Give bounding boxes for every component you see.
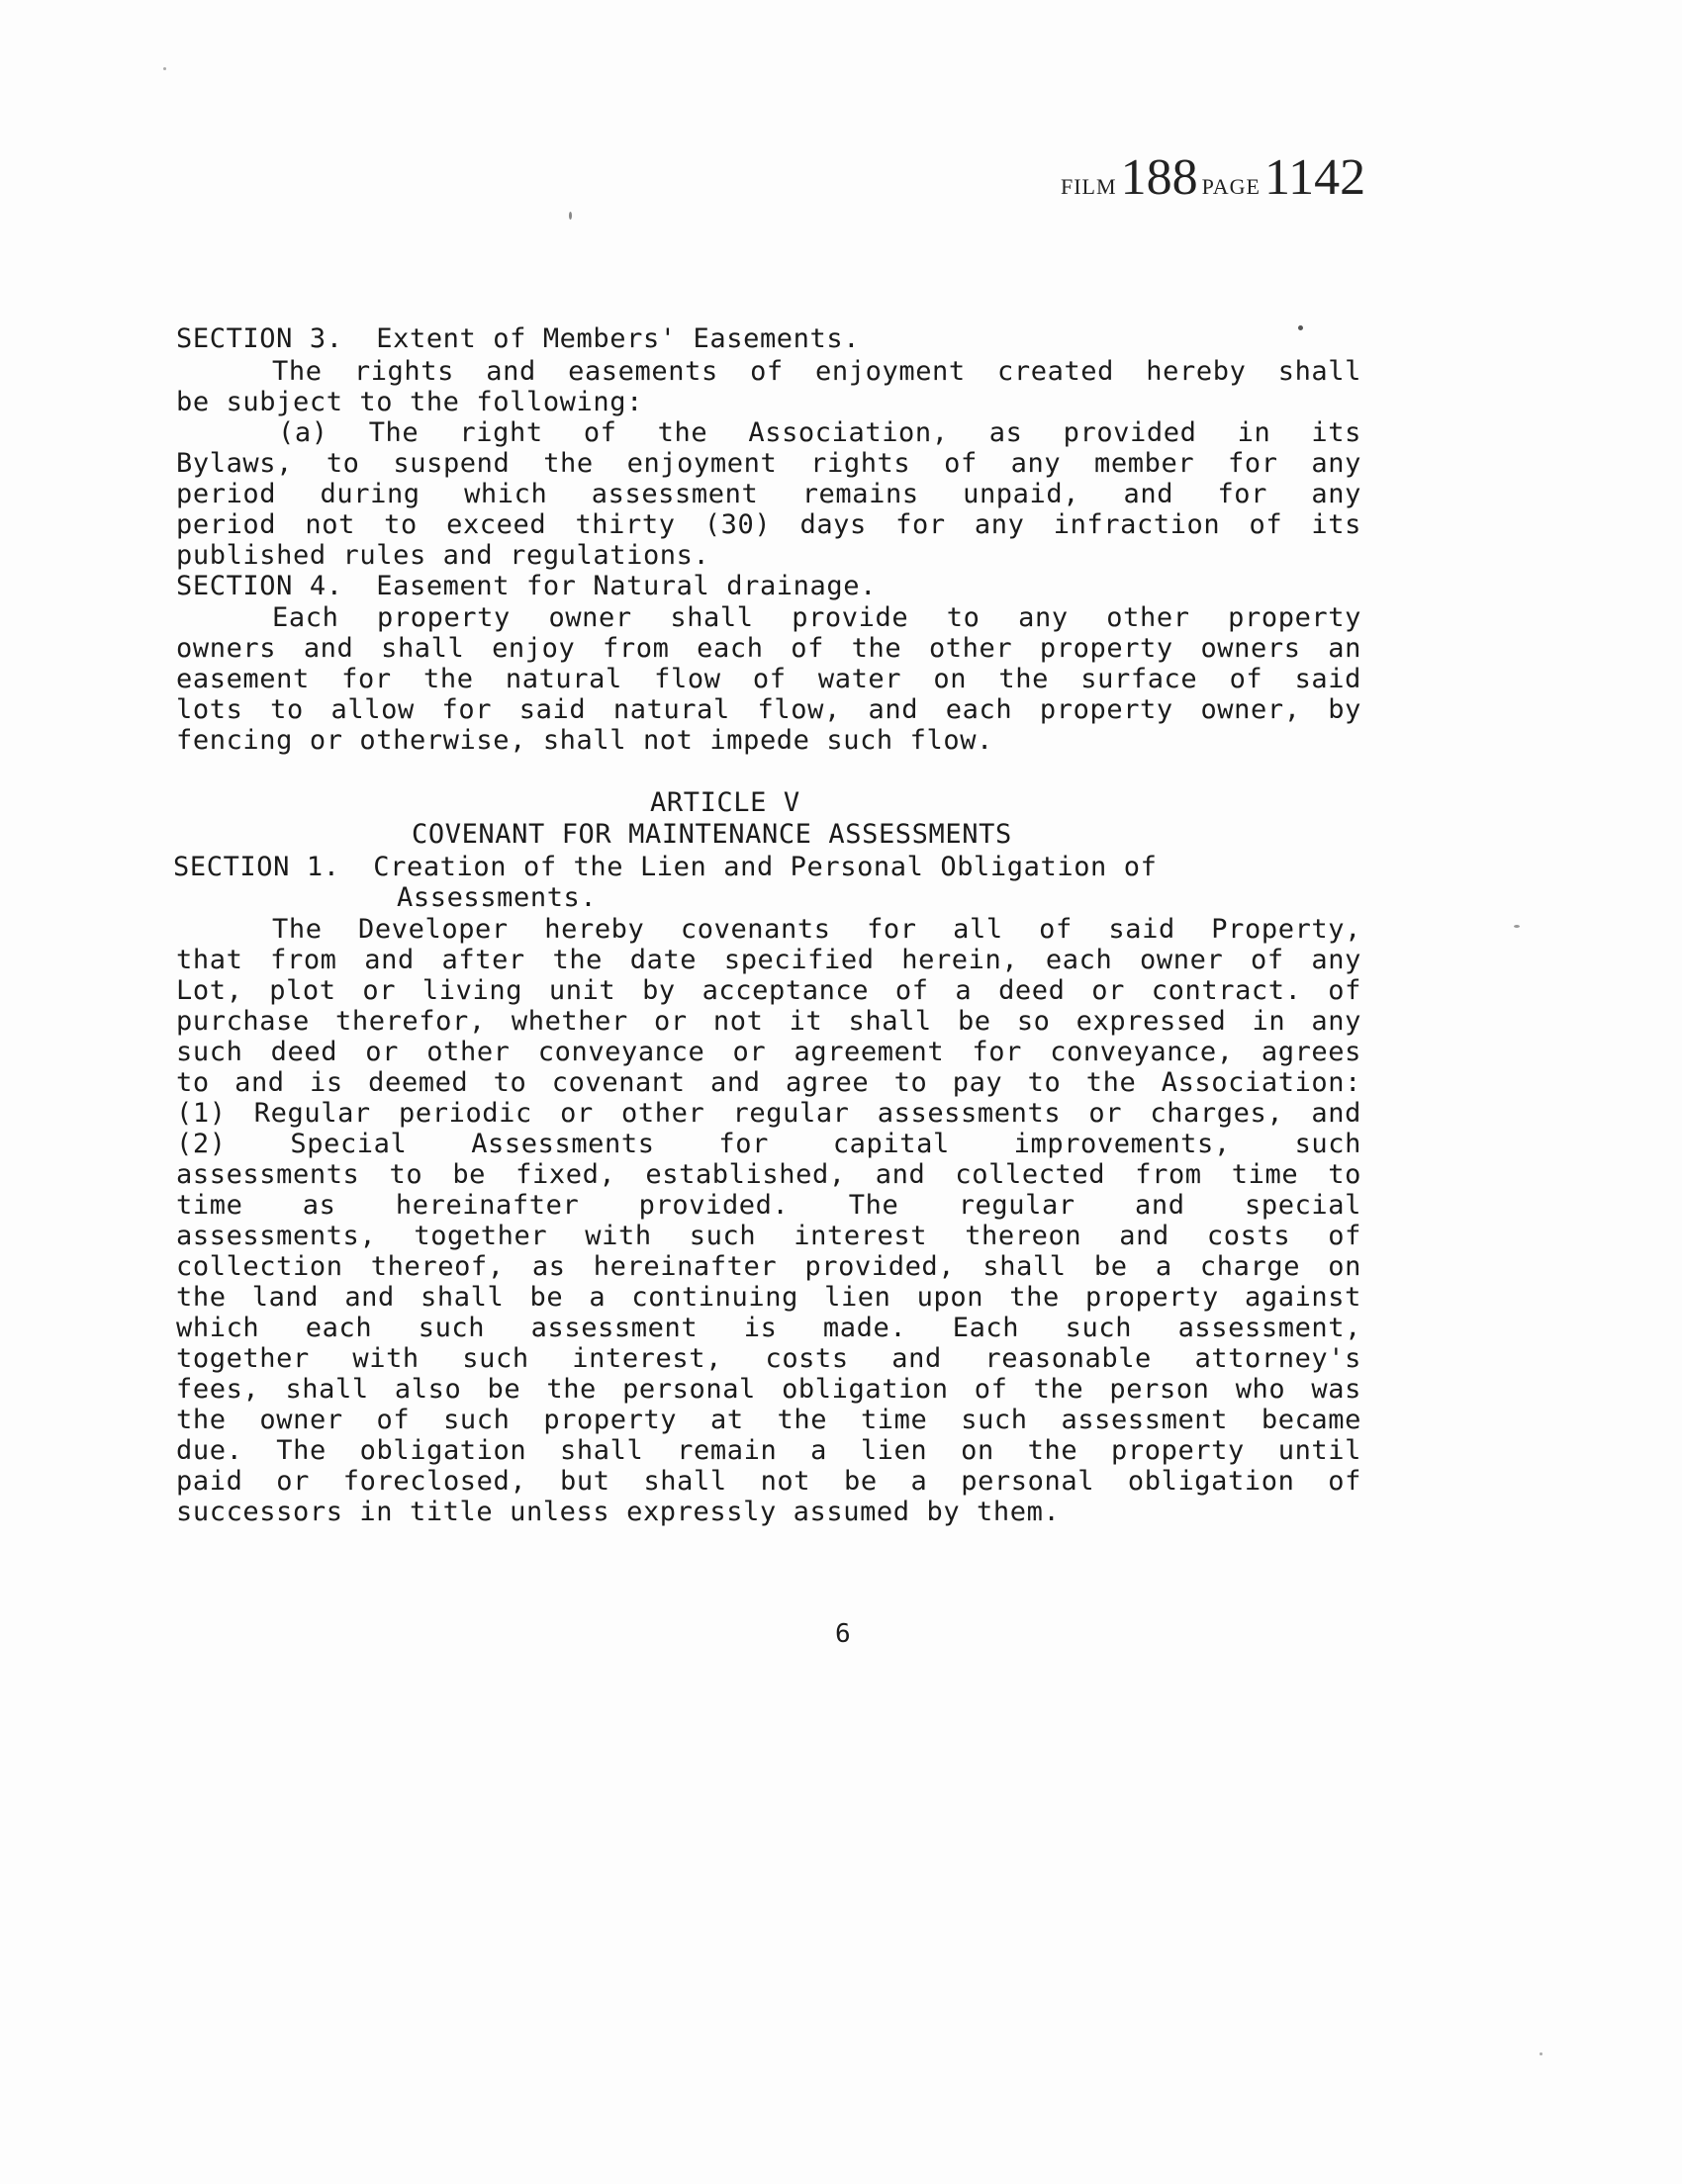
- text-line: Assessments.: [397, 882, 598, 913]
- text-line: (a) The right of the Association, as provided in its: [278, 417, 1361, 448]
- text-line: collection thereof, as hereinafter provided, shall be a charge on: [176, 1251, 1361, 1282]
- text-line: such deed or other conveyance or agreement for conveyance, agrees: [176, 1037, 1361, 1067]
- text-line: The rights and easements of enjoyment created hereby shall: [272, 356, 1361, 387]
- text-line: period during which assessment remains unpaid, and for any: [176, 479, 1361, 509]
- text-line: assessments, together with such interest thereon and costs of: [176, 1221, 1361, 1251]
- film-label: FILM: [1061, 174, 1117, 199]
- text-line: the land and shall be a continuing lien upon the property against: [176, 1282, 1361, 1313]
- text-line: due. The obligation shall remain a lien on the property until: [176, 1435, 1361, 1466]
- text-line: successors in title unless expressly assumed by them.: [176, 1497, 1061, 1527]
- text-line: be subject to the following:: [176, 387, 643, 417]
- text-line: easement for the natural flow of water on the surface of said: [176, 664, 1361, 694]
- text-line: which each such assessment is made. Each such assessment,: [176, 1313, 1361, 1343]
- text-line: published rules and regulations.: [176, 540, 710, 571]
- text-line: SECTION 3. Extent of Members' Easements.: [176, 323, 861, 354]
- text-line: together with such interest, costs and reasonable attorney's: [176, 1343, 1361, 1374]
- text-line: Lot, plot or living unit by acceptance of a deed or contract. of: [176, 975, 1361, 1006]
- scan-speck: [163, 67, 166, 70]
- text-line: fencing or otherwise, shall not impede such flow.: [176, 725, 993, 756]
- text-line: SECTION 4. Easement for Natural drainage.: [176, 571, 877, 601]
- text-line: ARTICLE V: [650, 787, 800, 818]
- text-line: assessments to be fixed, established, and collected from time to: [176, 1159, 1361, 1190]
- text-line: purchase therefor, whether or not it shall be so expressed in any: [176, 1006, 1361, 1037]
- text-line: paid or foreclosed, but shall not be a personal obligation of: [176, 1466, 1361, 1497]
- scan-speck: [569, 212, 572, 220]
- recording-page-number: 1142: [1264, 149, 1366, 206]
- scan-speck: [1514, 925, 1520, 928]
- text-line: The Developer hereby covenants for all of said Property,: [272, 914, 1361, 945]
- text-line: period not to exceed thirty (30) days for any infraction of its: [176, 509, 1361, 540]
- text-line: to and is deemed to covenant and agree to pay to the Association:: [176, 1067, 1361, 1098]
- text-line: that from and after the date specified herein, each owner of any: [176, 945, 1361, 975]
- page-label: PAGE: [1201, 174, 1261, 199]
- text-line: time as hereinafter provided. The regular and special: [176, 1190, 1361, 1221]
- text-line: lots to allow for said natural flow, and each property owner, by: [176, 694, 1361, 725]
- text-line: COVENANT FOR MAINTENANCE ASSESSMENTS: [412, 819, 1012, 850]
- text-line: (2) Special Assessments for capital improvements, such: [176, 1129, 1361, 1159]
- scan-speck: [1298, 325, 1303, 330]
- film-page-stamp: [1061, 148, 1365, 207]
- film-number: 188: [1120, 149, 1198, 206]
- text-line: Each property owner shall provide to any other property: [272, 602, 1361, 633]
- text-line: owners and shall enjoy from each of the other property owners an: [176, 633, 1361, 664]
- text-line: (1) Regular periodic or other regular assessments or charges, and: [176, 1098, 1361, 1129]
- scan-speck: [1540, 2052, 1542, 2055]
- text-line: Bylaws, to suspend the enjoyment rights of any member for any: [176, 448, 1361, 479]
- text-line: the owner of such property at the time such assessment became: [176, 1405, 1361, 1435]
- text-line: SECTION 1. Creation of the Lien and Personal Obligation of: [173, 852, 1158, 882]
- page-number: 6: [835, 1619, 851, 1649]
- text-line: fees, shall also be the personal obligation of the person who was: [176, 1374, 1361, 1405]
